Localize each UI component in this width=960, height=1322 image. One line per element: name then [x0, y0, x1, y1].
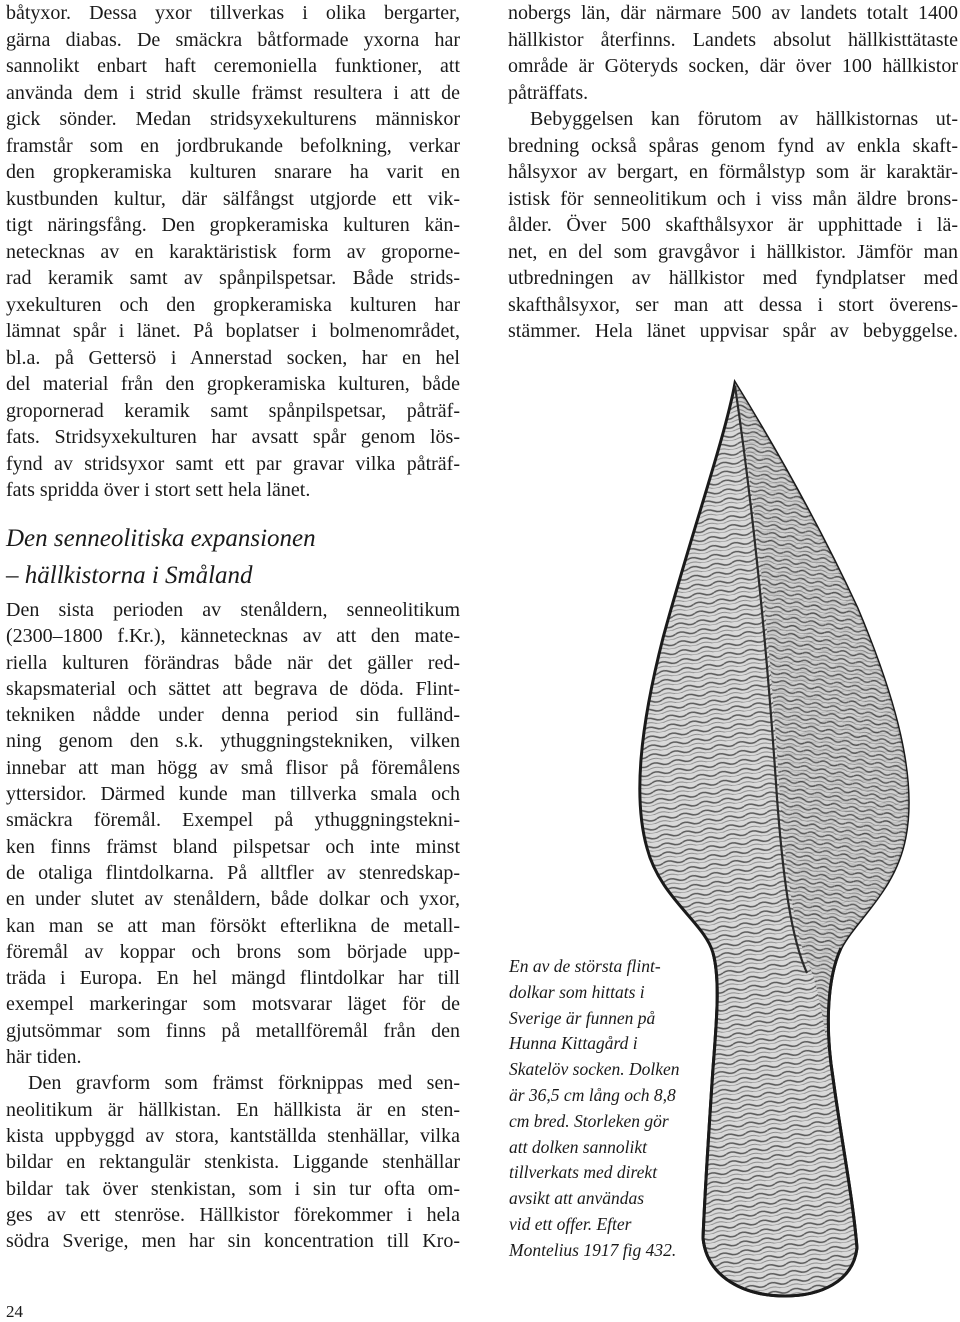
text-line: ning genom den s.k. ythuggningstekniken, vilken — [6, 730, 460, 753]
text-line: hålsyxor av bergart, en förmålstyp som är karaktär- — [508, 161, 958, 183]
text-line: gick sönder. Medan stridsyxekulturens människor — [6, 108, 460, 130]
caption-line: avsikt att användas — [509, 1188, 645, 1209]
caption-text — [509, 954, 729, 1264]
text-line: (2300–1800 f.Kr.), kännetecknas av att den mate- — [6, 625, 460, 648]
section-heading — [6, 520, 460, 594]
text-line: föremål av koppar och brons som började upp- — [6, 940, 460, 963]
text-line: fats. Stridsyxekulturen har avsatt spår genom lös- — [6, 426, 460, 448]
text-line: kista uppbyggd av stora, kantställda stenhällar, vilka — [6, 1124, 460, 1147]
text-line: utbredningen av hällkistor med fyndplatser med — [508, 267, 958, 289]
text-line: träda i Europa. En hel mängd flintdolkar har till — [6, 967, 460, 990]
figure-caption — [509, 954, 729, 1264]
text-line: fynd av stridsyxor samt ett par gravar vilka påträf- — [6, 452, 460, 475]
text-line: ges av ett stenröse. Hällkistor förekommer i hela — [6, 1203, 460, 1226]
text-line: sannolikt enbart haft ceremoniella funktioner, att — [6, 55, 460, 77]
paragraph-hallkista — [6, 1070, 460, 1254]
text-line: net, en del som gravgåvor i hällkistor. Jämför man — [508, 240, 958, 263]
text-line: riella kulturen förändras både när det gäller red- — [6, 651, 460, 674]
text-line: fats spridda över i stort sett hela länet. — [6, 479, 311, 501]
text-line: istisk för senneolitikum och i viss mån äldre brons- — [508, 187, 958, 210]
right-column-text — [508, 0, 958, 345]
caption-line: Hunna Kittagård i — [509, 1033, 638, 1054]
page-number: 24 — [6, 1302, 23, 1321]
text-line: skapsmaterial och sättet att begrava de döda. Flint- — [6, 677, 460, 700]
caption-line: tillverkats med direkt — [509, 1162, 658, 1183]
text-line: område är Göteryds socken, där över 100 hällkistor — [508, 55, 958, 77]
caption-line: Sverige är funnen på — [509, 1007, 656, 1028]
text-line: del material från den gropkeramiska kulturen, både — [6, 373, 460, 395]
text-line: hällkistor återfinns. Landets absolut hällkisttätaste — [508, 28, 958, 51]
text-line: kustbunden kultur, där sälfångst utgjorde ett vik- — [6, 187, 460, 210]
caption-line: Montelius 1917 fig 432. — [509, 1239, 677, 1260]
text-line: gropornerad keramik samt spånpilspetsar, påträf- — [6, 399, 460, 422]
text-line: gärna diabas. De smäckra båtformade yxorna har — [6, 28, 460, 51]
text-line: en under slutet av stenåldern, både dolkar och yxor, — [6, 888, 460, 911]
caption-line: vid ett offer. Efter — [509, 1213, 632, 1234]
text-line: neolitikum är hällkistan. En hällkista är en sten- — [6, 1098, 460, 1121]
text-line: båtyxor. Dessa yxor tillverkas i olika bergarter, — [6, 2, 460, 24]
text-line: bildar tak över stenkistan, som i sin tur ofta om- — [6, 1177, 460, 1200]
left-column-text — [6, 0, 460, 504]
text-line: den gropkeramiska kulturen snarare ha varit en — [6, 161, 460, 183]
paragraph-right-2 — [508, 106, 958, 345]
caption-line: cm bred. Storleken gör — [509, 1110, 669, 1131]
text-line: använda dem i strid skulle främst resultera i att de — [6, 81, 460, 104]
paragraph-senneolitikum — [6, 597, 460, 1070]
paragraph-right-1 — [508, 0, 958, 106]
text-line: Den sista perioden av stenåldern, senneolitikum — [6, 599, 460, 621]
text-line: här tiden. — [6, 1046, 82, 1069]
text-line: skafthålsyxor, ser man att dessa i stort överens- — [508, 293, 958, 316]
text-line: innebar att man högg av små flisor på föremålens — [6, 756, 460, 779]
text-line: ken finns främst bland pilspetsar och inte minst — [6, 835, 460, 858]
text-line: stämmer. Hela länet uppvisar spår av bebyggelse. — [508, 320, 958, 342]
text-line: Den gravform som främst förknippas med sen- — [28, 1072, 460, 1095]
text-line: Bebyggelsen kan förutom av hällkistornas ut- — [530, 108, 958, 130]
text-line: gjutsömmar som finns på metallföremål från den — [6, 1019, 460, 1042]
text-line: smäckra föremål. Exempel på ythuggningstekni- — [6, 809, 460, 832]
text-line: de otaliga flintdolkarna. På alltfler av stenredskap- — [6, 861, 460, 884]
text-line: bildar en rektangulär stenkista. Liggande stenhällar — [6, 1151, 460, 1174]
left-column-body — [6, 597, 460, 1254]
text-line: södra Sverige, men har sin koncentration till Kro- — [6, 1230, 460, 1253]
text-line: ålder. Över 500 skafthålsyxor är upphittade i lä- — [508, 214, 958, 236]
text-line: nobergs län, där närmare 500 av landets totalt 1400 — [508, 2, 958, 24]
text-line: kan man se att man försökt efterlikna de metall- — [6, 914, 460, 937]
text-line: lämnat spår i länet. På boplatser i bolmenområdet, — [6, 320, 460, 342]
text-line: framstår som en jordbrukande befolkning, verkar — [6, 134, 460, 157]
text-line: exempel markeringar som motsvarar läget för de — [6, 993, 460, 1016]
caption-line: Skatelöv socken. Dolken — [509, 1059, 680, 1080]
caption-line: är 36,5 cm lång och 8,8 — [509, 1084, 676, 1105]
caption-line: att dolken sannolikt — [509, 1136, 648, 1157]
heading-line-2: – hällkistorna i Småland — [6, 562, 253, 589]
text-line: rad keramik samt av spånpilspetsar. Både strids- — [6, 267, 460, 289]
heading-line-1: Den senneolitiska expansionen — [6, 525, 316, 552]
text-line: tekniken nådde under denna period sin fulländ- — [6, 704, 460, 727]
text-line: tigt näringsfång. Den gropkeramiska kulturen kän- — [6, 214, 460, 236]
text-line: yxekulturen och den gropkeramiska kulturen har — [6, 293, 460, 316]
text-line: netecknas av en karaktäristisk form av groporne- — [6, 240, 460, 263]
caption-line: dolkar som hittats i — [509, 981, 645, 1002]
caption-line: En av de största flint- — [509, 956, 661, 976]
text-line: yttersidor. Därmed kunde man tillverka smala och — [6, 783, 460, 806]
text-line: bl.a. på Gettersö i Annerstad socken, har en hel — [6, 346, 460, 369]
paragraph-left-top — [6, 0, 460, 504]
text-line: påträffats. — [508, 81, 589, 104]
text-line: bredning också spåras genom fynd av enkla skaft- — [508, 134, 958, 157]
